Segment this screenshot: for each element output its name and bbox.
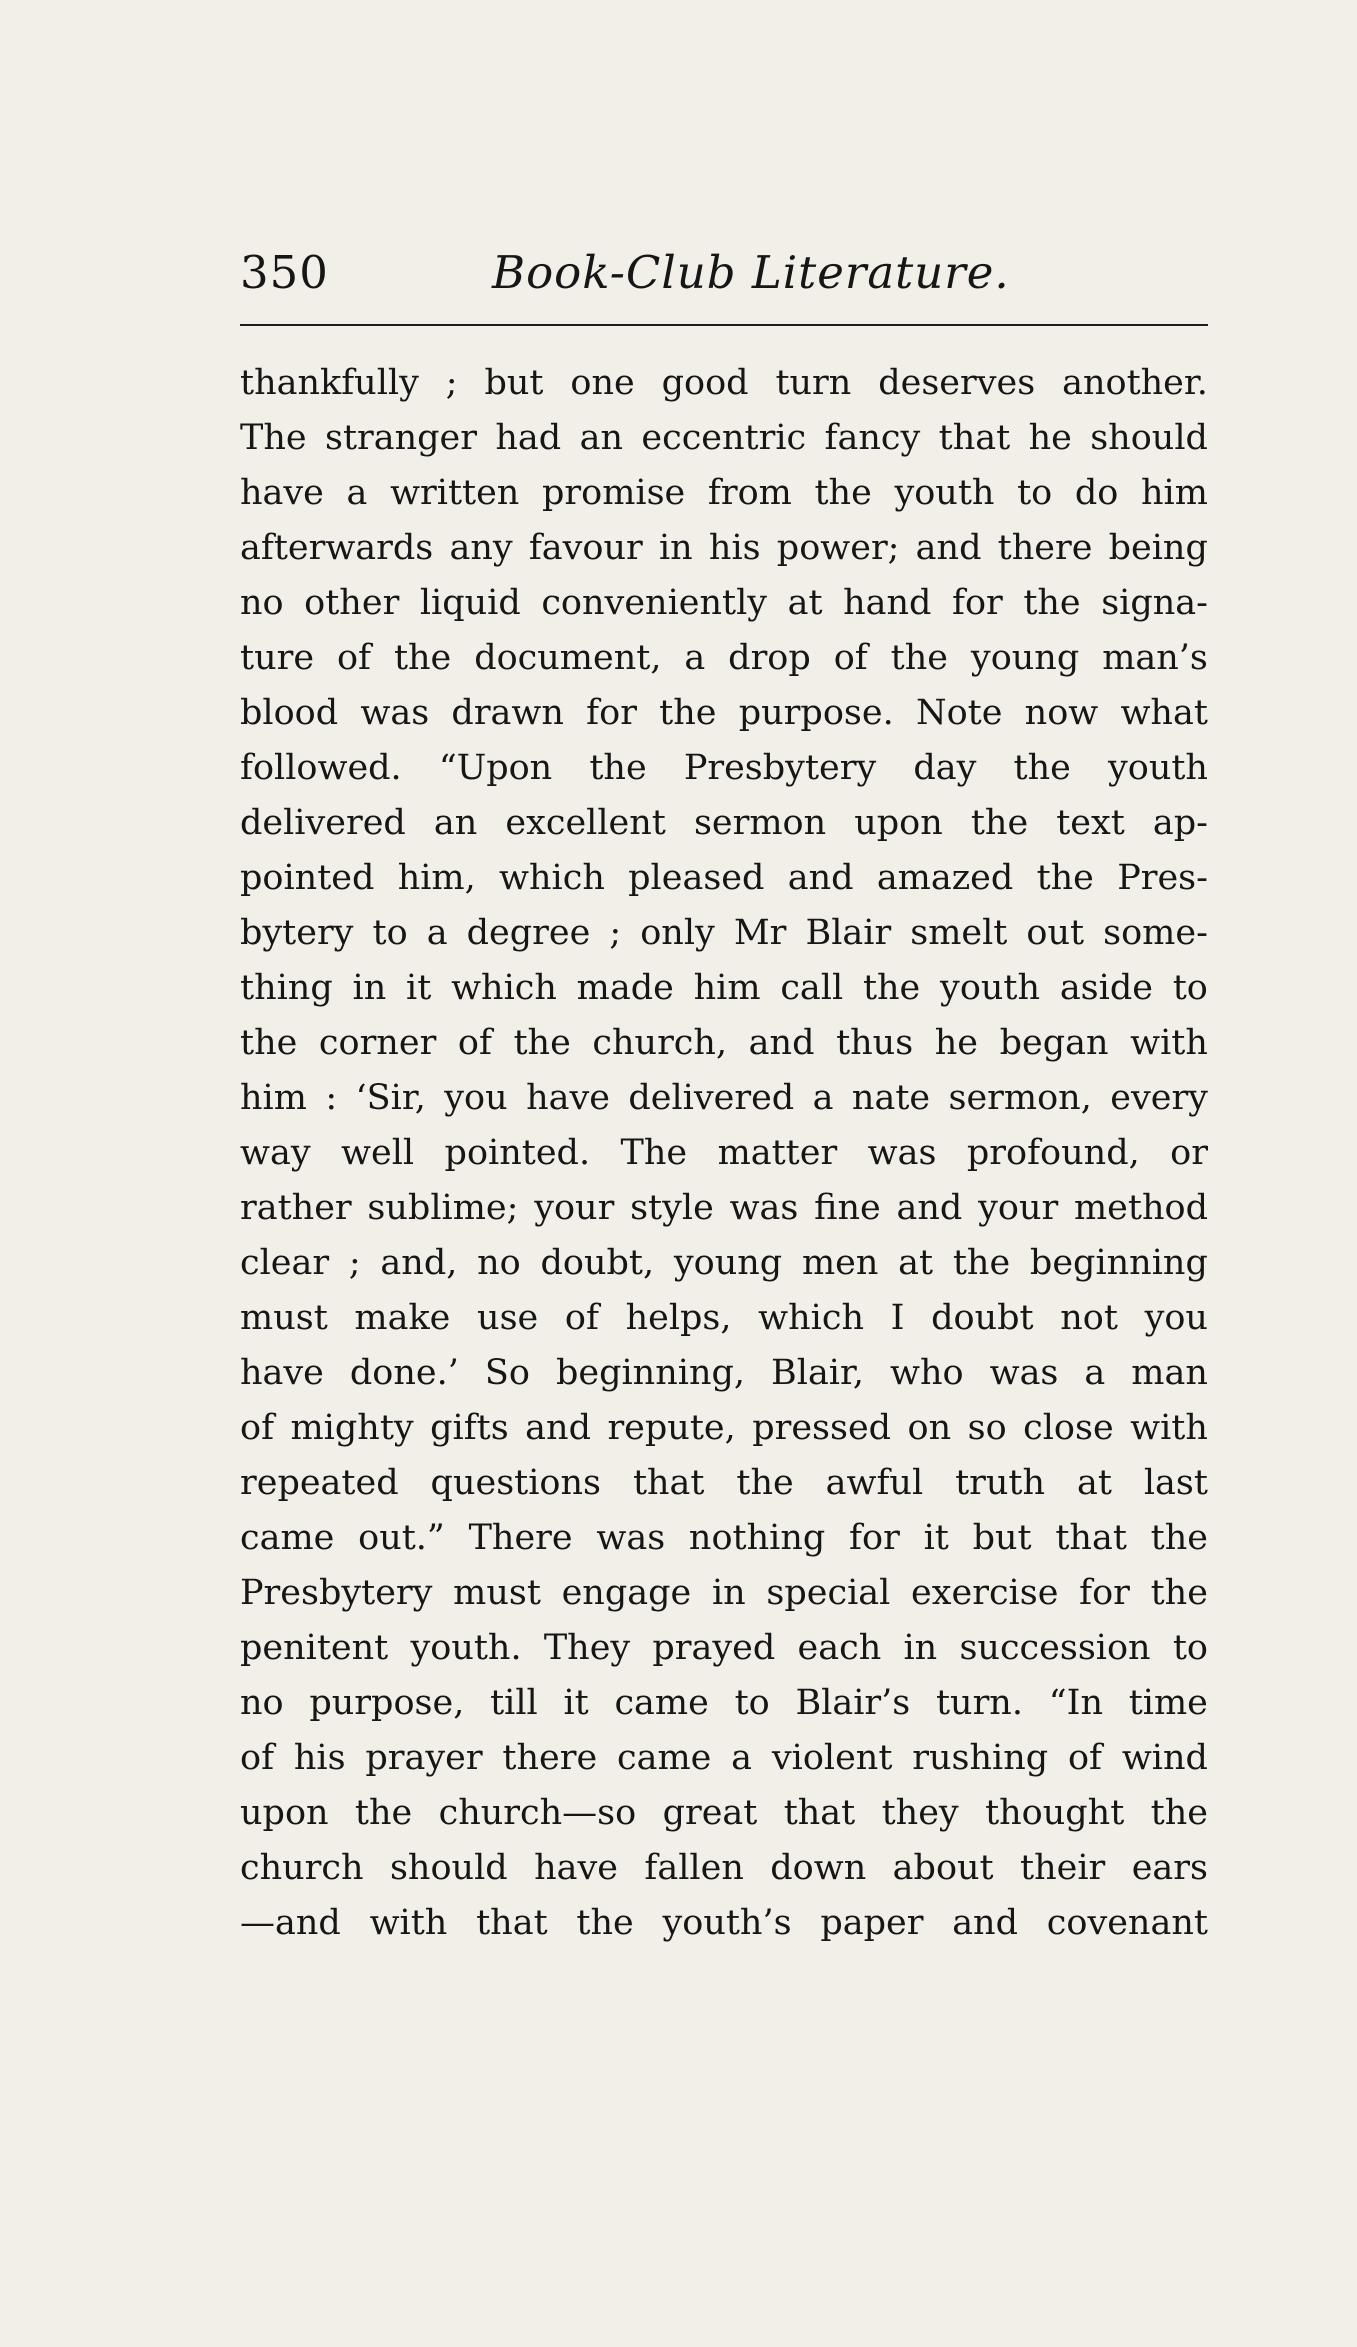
text-line: church should have fallen down about their ears: [240, 1848, 1208, 1888]
text-line: the corner of the church, and thus he began with: [240, 1023, 1208, 1063]
text-line: no other liquid conveniently at hand for the signa-: [240, 583, 1208, 623]
running-title: Book-Club Literature.: [492, 246, 1010, 299]
text-line: bytery to a degree ; only Mr Blair smelt out some-: [240, 913, 1208, 953]
text-line: Presbytery must engage in special exercise for the: [240, 1573, 1208, 1613]
text-line: blood was drawn for the purpose. Note now what: [240, 693, 1208, 733]
text-line: him : ‘Sir, you have delivered a nate sermon, every: [240, 1078, 1208, 1118]
page-header: [240, 238, 1206, 308]
text-line: The stranger had an eccentric fancy that he should: [240, 418, 1208, 458]
text-line: followed. “Upon the Presbytery day the youth: [240, 748, 1208, 788]
page-number: 350: [240, 246, 329, 299]
text-line: have a written promise from the youth to do him: [240, 473, 1208, 513]
text-line: —and with that the youth’s paper and covenant: [240, 1903, 1208, 1943]
text-line: penitent youth. They prayed each in succession to: [240, 1628, 1208, 1668]
text-line: repeated questions that the awful truth at last: [240, 1463, 1208, 1503]
text-line: upon the church—so great that they thought the: [240, 1793, 1208, 1833]
text-line: afterwards any favour in his power; and there being: [240, 528, 1208, 568]
text-line: rather sublime; your style was fine and your method: [240, 1188, 1208, 1228]
text-line: delivered an excellent sermon upon the text ap-: [240, 803, 1208, 843]
body-text: [240, 356, 1208, 2116]
text-line: clear ; and, no doubt, young men at the beginning: [240, 1243, 1208, 1283]
text-line: must make use of helps, which I doubt not you: [240, 1298, 1208, 1338]
text-line: of his prayer there came a violent rushing of wind: [240, 1738, 1208, 1778]
text-line: pointed him, which pleased and amazed the Pres-: [240, 858, 1208, 898]
text-line: ture of the document, a drop of the young man’s: [240, 638, 1208, 678]
text-line: thing in it which made him call the youth aside to: [240, 968, 1208, 1008]
text-line: of mighty gifts and repute, pressed on so close with: [240, 1408, 1208, 1448]
text-line: thankfully ; but one good turn deserves another.: [240, 363, 1208, 403]
text-line: have done.’ So beginning, Blair, who was a man: [240, 1353, 1208, 1393]
text-line: came out.” There was nothing for it but that the: [240, 1518, 1208, 1558]
text-line: way well pointed. The matter was profound, or: [240, 1133, 1208, 1173]
text-line: no purpose, till it came to Blair’s turn. “In time: [240, 1683, 1208, 1723]
header-rule: [240, 324, 1208, 326]
